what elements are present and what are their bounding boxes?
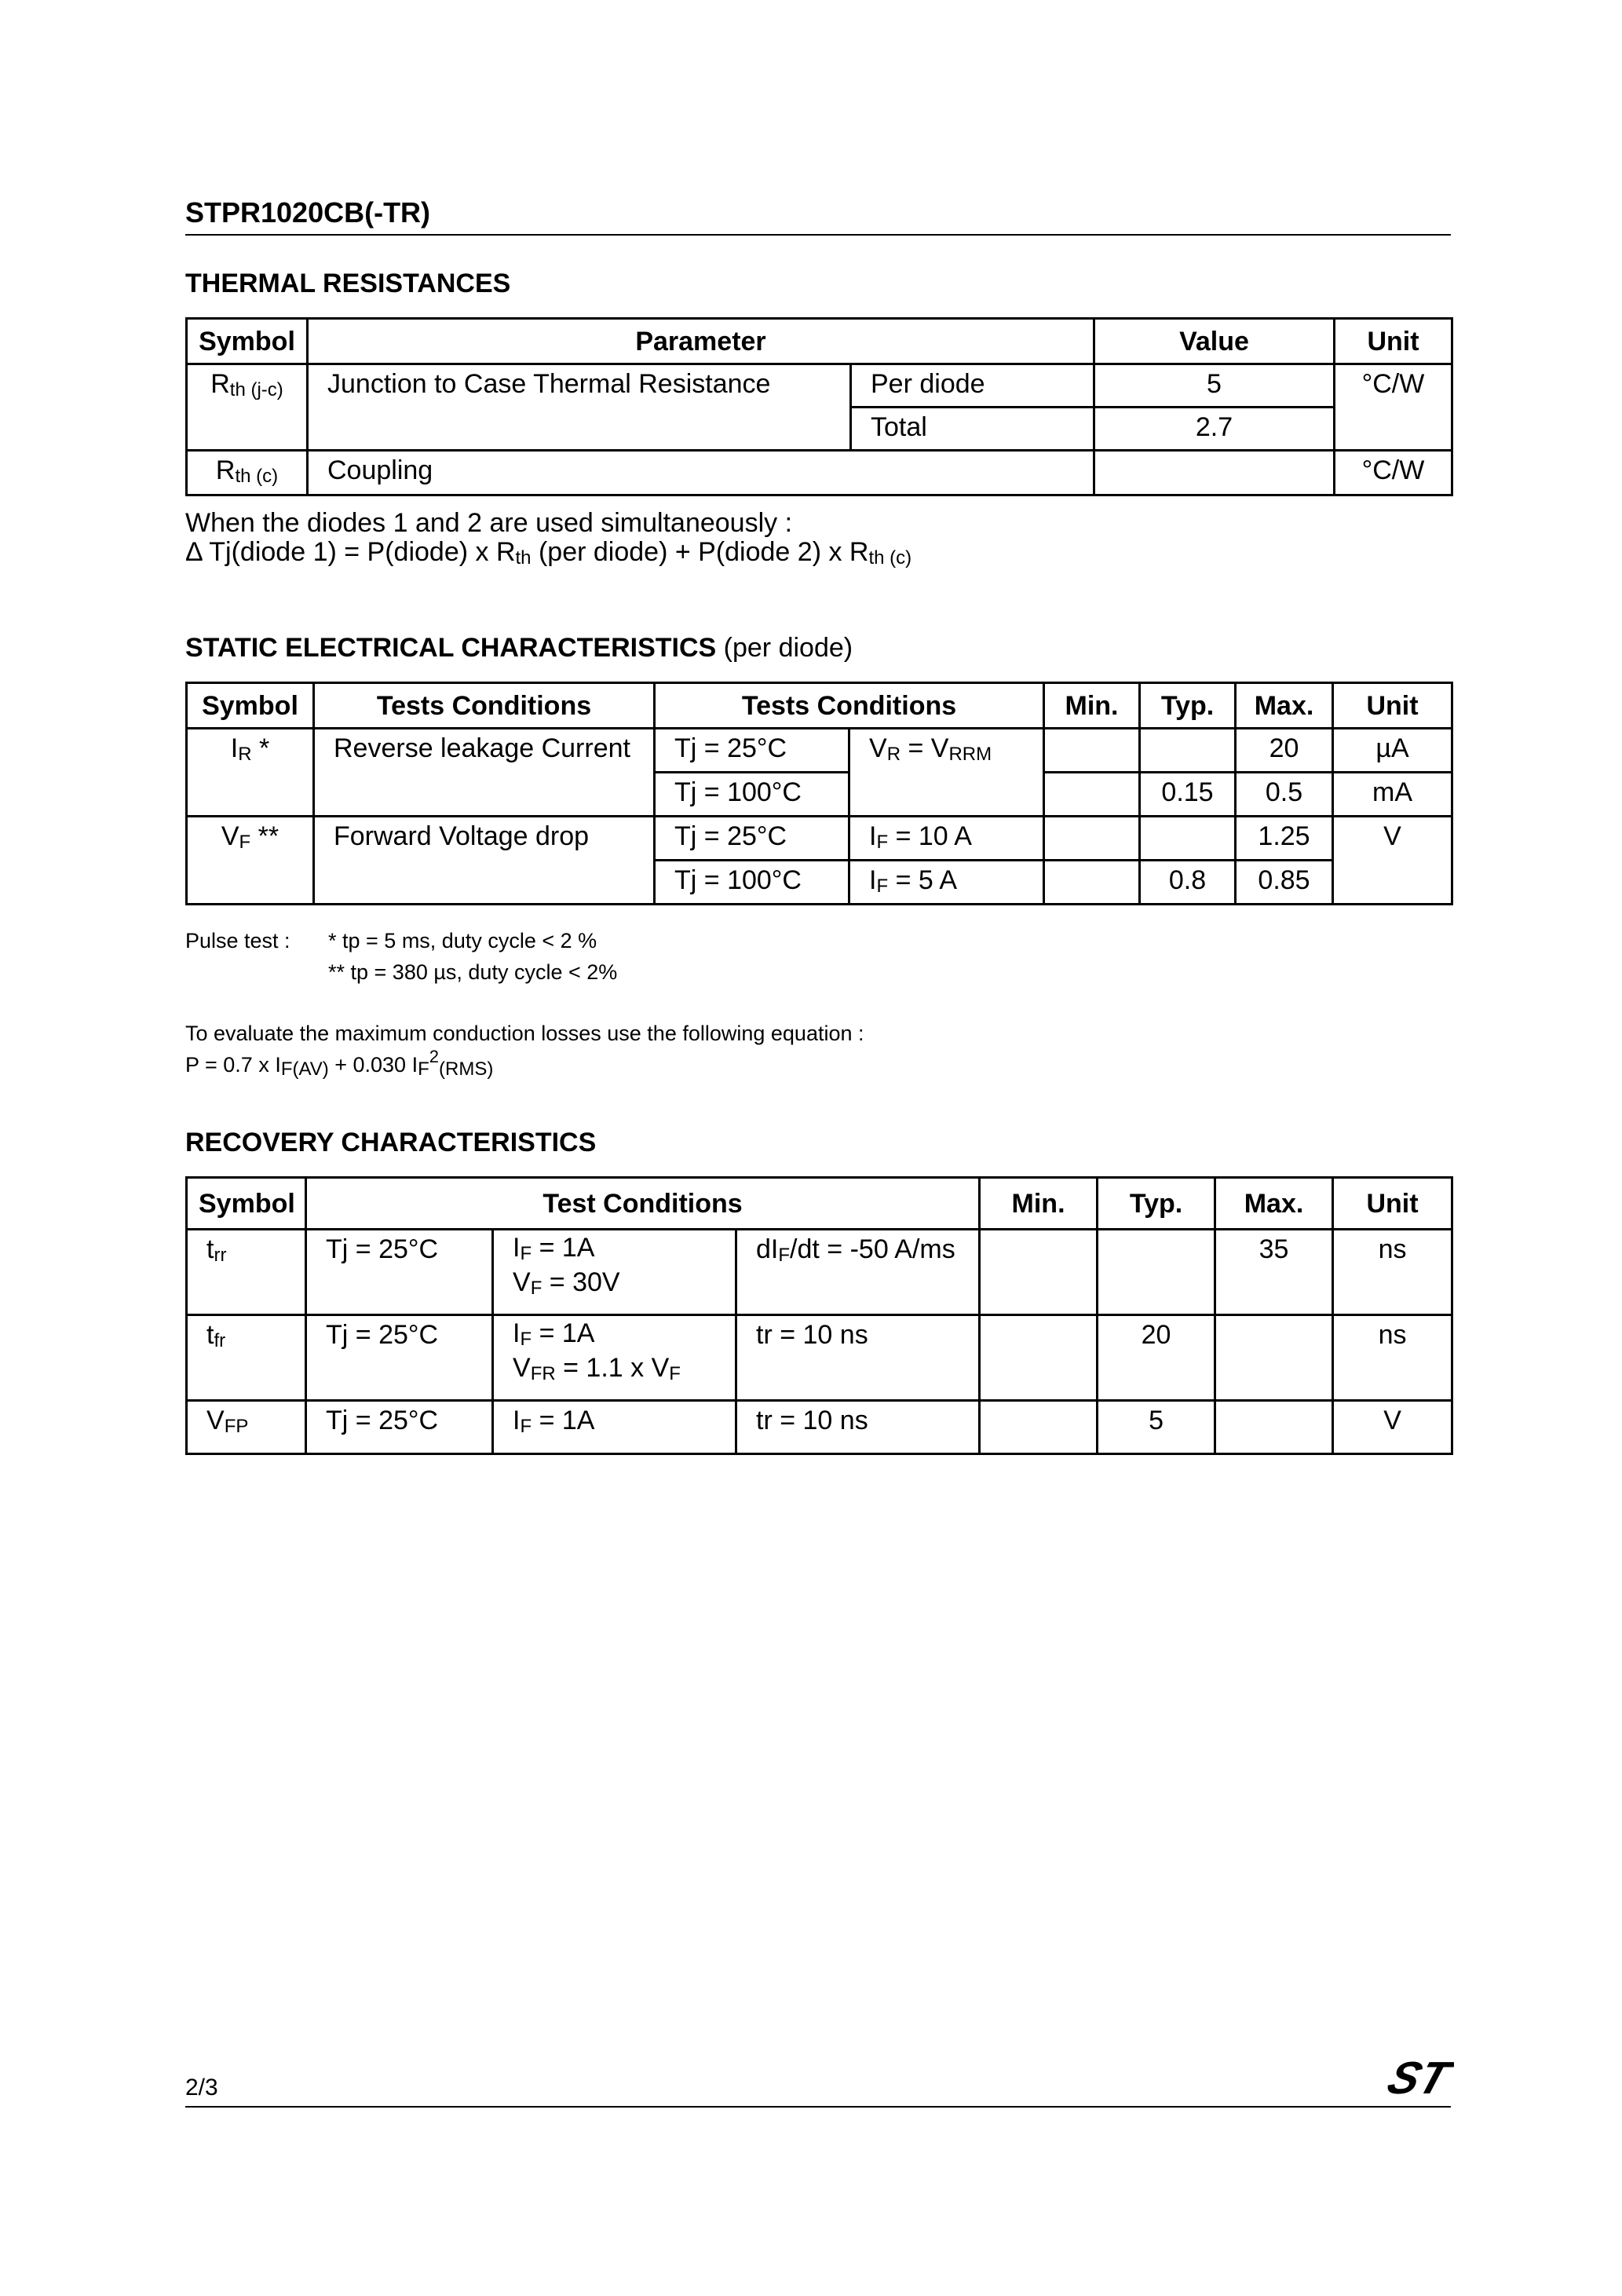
static-table — [185, 682, 1453, 905]
st-logo-icon — [1386, 2054, 1454, 2098]
rth-jc-value-total: 2.7 — [1094, 408, 1335, 451]
ir-max-25: 20 — [1236, 729, 1333, 773]
vf-max-100: 0.85 — [1236, 861, 1333, 905]
vfp-typ: 5 — [1098, 1401, 1215, 1454]
vf-max-25: 1.25 — [1236, 817, 1333, 861]
th-tests-conditions-2: Tests Conditions — [655, 683, 1044, 729]
ir-unit-25: µA — [1333, 729, 1452, 773]
trr-min — [980, 1230, 1098, 1315]
th-tests-conditions-1: Tests Conditions — [314, 683, 655, 729]
rth-jc-unit: °C/W — [1335, 364, 1452, 451]
page-number: 2/3 — [185, 2075, 218, 2100]
thermal-note-line2: Δ Tj(diode 1) = P(diode) x $R_{th}$ (per diode) + P(diode 2) x $R_{th (c)}$ — [185, 537, 912, 569]
vfp-min — [980, 1401, 1098, 1454]
conduction-losses-equation: P = 0.7 x $I_{F(AV)} + 0.030$ $I_F^2_{(RMS)}$ — [185, 1047, 494, 1080]
rth-jc-cond-total: Total — [851, 408, 1094, 451]
ir-symbol: $I_R$ * — [187, 729, 314, 817]
ir-min-100 — [1044, 773, 1140, 817]
thermal-note — [185, 509, 911, 567]
th-unit: Unit — [1333, 1178, 1452, 1230]
ir-description: Reverse leakage Current — [314, 729, 655, 817]
vfp-unit: V — [1333, 1401, 1452, 1454]
trr-di-dt: $dI_F/dt = -50$ A/ms — [736, 1230, 980, 1315]
rth-c-parameter: Coupling — [308, 451, 1094, 495]
ir-tj-25: Tj = 25°C — [655, 729, 849, 773]
th-max: Max. — [1236, 683, 1333, 729]
rth-c-unit: °C/W — [1335, 451, 1452, 495]
trr-tj: Tj = 25°C — [306, 1230, 493, 1315]
th-unit: Unit — [1335, 319, 1452, 364]
rth-jc-parameter: Junction to Case Thermal Resistance — [308, 364, 851, 451]
tfr-typ: 20 — [1098, 1315, 1215, 1401]
th-typ: Typ. — [1140, 683, 1236, 729]
vf-typ-25 — [1140, 817, 1236, 861]
vf-unit: V — [1333, 817, 1452, 905]
recovery-heading: RECOVERY CHARACTERISTICS — [185, 1128, 597, 1157]
th-min: Min. — [1044, 683, 1140, 729]
tfr-unit: ns — [1333, 1315, 1452, 1401]
document-title: STPR1020CB(-TR) — [185, 196, 431, 229]
trr-unit: ns — [1333, 1230, 1452, 1315]
trr-typ — [1098, 1230, 1215, 1315]
vf-symbol: $V_F$ ** — [187, 817, 314, 905]
th-parameter: Parameter — [308, 319, 1094, 364]
vf-typ-100: 0.8 — [1140, 861, 1236, 905]
pulse-test-note-1: * tp = 5 ms, duty cycle < 2 % — [328, 929, 597, 952]
tfr-rise-time: tr = 10 ns — [736, 1315, 980, 1401]
th-max: Max. — [1215, 1178, 1333, 1230]
vf-condition-25: $I_F = 10$ A — [849, 817, 1044, 861]
vf-description: Forward Voltage drop — [314, 817, 655, 905]
tfr-tj: Tj = 25°C — [306, 1315, 493, 1401]
tfr-current-voltage: $I_F = 1A$ $V_{FR} = 1.1$ x $V_F$ — [493, 1315, 736, 1401]
th-min: Min. — [980, 1178, 1098, 1230]
pulse-test-notes — [328, 925, 617, 988]
rth-c-value — [1094, 451, 1335, 495]
vf-tj-25: Tj = 25°C — [655, 817, 849, 861]
th-unit: Unit — [1333, 683, 1452, 729]
recovery-table — [185, 1176, 1453, 1455]
ir-typ-100: 0.15 — [1140, 773, 1236, 817]
tfr-min — [980, 1315, 1098, 1401]
th-symbol: Symbol — [187, 1178, 306, 1230]
vfp-tj: Tj = 25°C — [306, 1401, 493, 1454]
rth-jc-symbol: $R_{th (j-c)}$ — [187, 364, 308, 451]
thermal-note-line1: When the diodes 1 and 2 are used simultaneously : — [185, 508, 793, 538]
vfp-current: $I_F = 1A$ — [493, 1401, 736, 1454]
rth-c-symbol: $R_{th (c)}$ — [187, 451, 308, 495]
vf-min-25 — [1044, 817, 1140, 861]
pulse-test-note-2: ** tp = 380 µs, duty cycle < 2% — [328, 960, 618, 984]
ir-unit-100: mA — [1333, 773, 1452, 817]
trr-current-voltage: $I_F = 1A$ $V_F = 30V$ — [493, 1230, 736, 1315]
th-typ: Typ. — [1098, 1178, 1215, 1230]
tfr-symbol: $t_{fr}$ — [187, 1315, 306, 1401]
conduction-losses-note — [185, 1018, 864, 1080]
ir-condition: $V_R = V_{RRM}$ — [849, 729, 1044, 817]
thermal-heading: THERMAL RESISTANCES — [185, 269, 511, 298]
vfp-rise-time: tr = 10 ns — [736, 1401, 980, 1454]
ir-typ-25 — [1140, 729, 1236, 773]
trr-max: 35 — [1215, 1230, 1333, 1315]
vf-min-100 — [1044, 861, 1140, 905]
ir-tj-100: Tj = 100°C — [655, 773, 849, 817]
header-rule — [185, 234, 1451, 236]
tfr-max — [1215, 1315, 1333, 1401]
static-heading: STATIC ELECTRICAL CHARACTERISTICS (per diode) — [185, 633, 853, 663]
ir-min-25 — [1044, 729, 1140, 773]
pulse-test-label: Pulse test : — [185, 929, 290, 952]
vf-condition-100: $I_F = 5$ A — [849, 861, 1044, 905]
rth-jc-value-per-diode: 5 — [1094, 364, 1335, 408]
footer-rule — [185, 2106, 1451, 2108]
trr-symbol: $t_{rr}$ — [187, 1230, 306, 1315]
vfp-symbol: $V_{FP}$ — [187, 1401, 306, 1454]
vf-tj-100: Tj = 100°C — [655, 861, 849, 905]
th-symbol: Symbol — [187, 319, 308, 364]
th-value: Value — [1094, 319, 1335, 364]
svg-text:ST: ST — [1386, 2054, 1454, 2098]
conduction-losses-text: To evaluate the maximum conduction losses use the following equation : — [185, 1022, 864, 1045]
th-test-conditions: Test Conditions — [306, 1178, 980, 1230]
st-logo — [1386, 2054, 1454, 2098]
vfp-max — [1215, 1401, 1333, 1454]
th-symbol: Symbol — [187, 683, 314, 729]
thermal-table — [185, 317, 1453, 496]
rth-jc-cond-per-diode: Per diode — [851, 364, 1094, 408]
ir-max-100: 0.5 — [1236, 773, 1333, 817]
